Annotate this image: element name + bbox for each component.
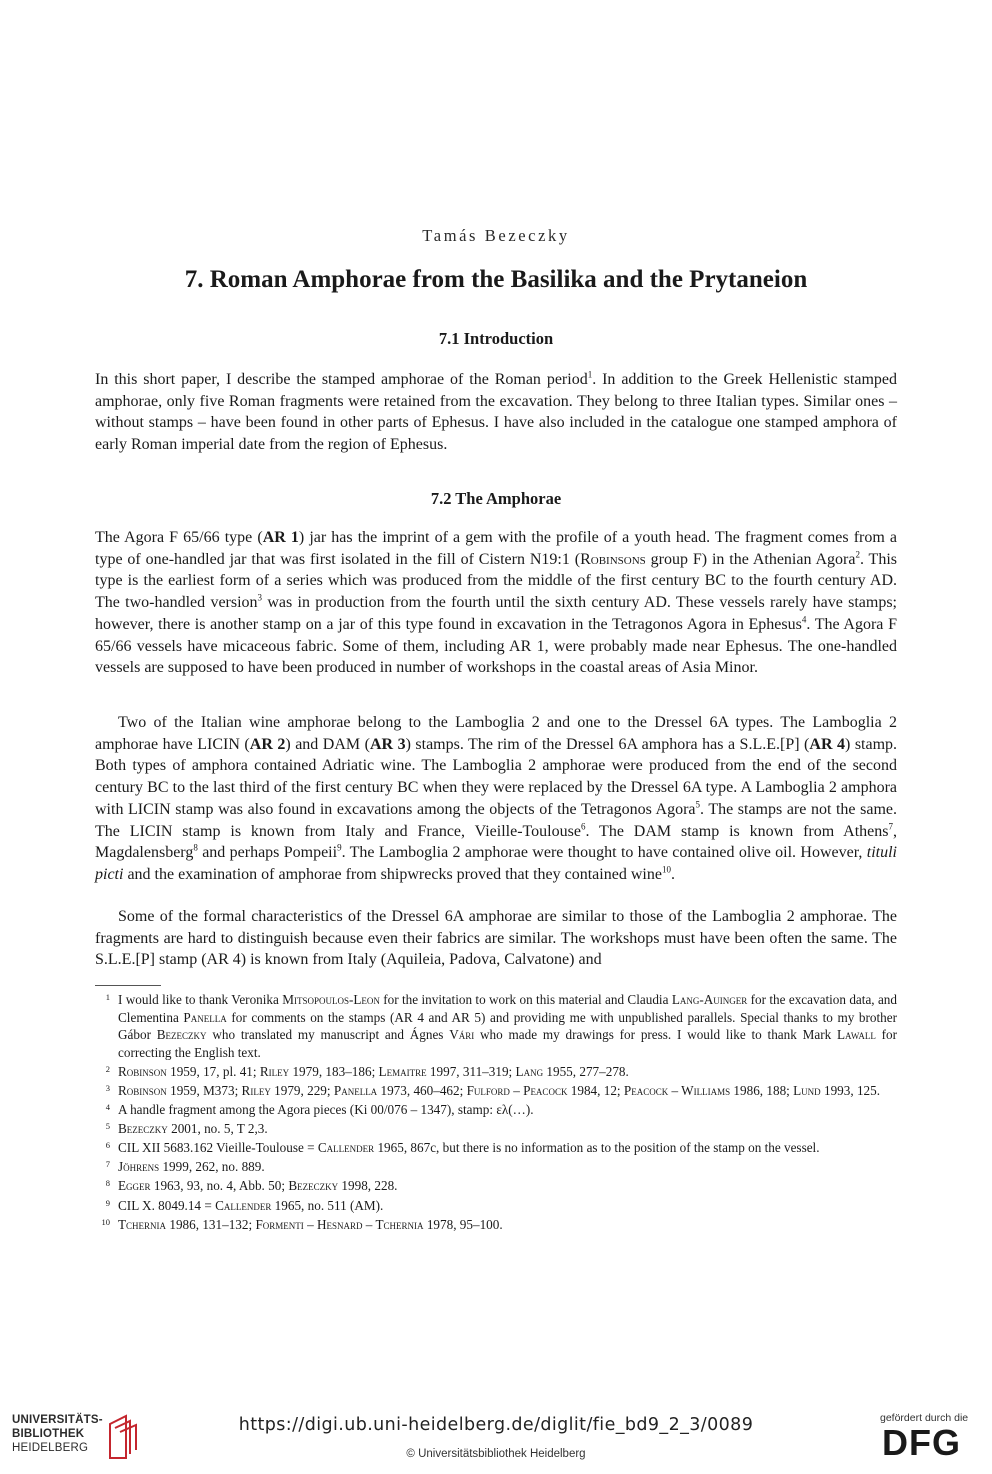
paragraph-agora-type: The Agora F 65/66 type (AR 1) jar has the imprint of a gem with the profile of a youth head. The fragment comes from a type of one-handled jar that was first isolated in the fill of Cistern N19:1 (Robinsons group F) in the Athenian Agora$^2$. This type is the earliest form of a series which was produced from the middle of the first century BC to the fourth century AD. The two-handled version$^3$ was in production from the fourth until the sixth century AD. These vessels rarely have stamps; however, there is another stamp on a jar of this type found in excavation in the Tetragonos Agora in Ephesus$^4$. The Agora F 65/66 vessels have micaceous fabric. Some of them, including AR 1, were probably made near Ephesus. The one-handled vessels are supposed to have been produced in number of workshops in the coastal areas of Asia Minor. [95, 529, 898, 677]
footnote-item: 8 Egger 1963, 93, no. 4, Abb. 50; Bezeczky 1998, 228. [95, 1177, 897, 1195]
dfg-logo[interactable]: DFG [882, 1422, 961, 1463]
section-heading-introduction: 7.1 Introduction [438, 329, 554, 348]
footnote-ref-2[interactable]: 2 [855, 549, 860, 560]
footnote-item: 10 Tchernia 1986, 131–132; Formenti – Hesnard – Tchernia 1978, 95–100. [95, 1216, 897, 1234]
section-heading-amphorae: 7.2 The Amphorae [430, 489, 562, 508]
ub-heidelberg-logo-text: UNIVERSITÄTS- BIBLIOTHEK HEIDELBERG [12, 1414, 103, 1454]
copyright-notice: © Universitätsbibliothek Heidelberg [406, 1448, 586, 1460]
footnote-number: 7 [105, 1159, 110, 1170]
paragraph-dressel-6a: Some of the formal characteristics of the Dressel 6A amphorae are similar to those of the Lamboglia 2 amphorae. The fragments are hard to distinguish because even their fabrics are similar. The workshops must have been often the same. The S.L.E.[P] stamp (AR 4) is known from Italy (Aquileia, Padova, Calvatone) and [95, 908, 897, 969]
footnote-number: 2 [105, 1063, 110, 1074]
footnote-number: 8 [105, 1178, 110, 1189]
footnote-number: 1 [105, 992, 110, 1002]
footnote-number: 5 [105, 1121, 110, 1132]
chapter-title: 7. Roman Amphorae from the Basilika and the Prytaneion [184, 266, 808, 293]
footnote-item: 6 CIL XII 5683.162 Vieille-Toulouse = Callender 1965, 867c, but there is no information as to the position of the stamp on the vessel. [95, 1139, 897, 1157]
footnote-ref-1[interactable]: 1 [587, 369, 593, 380]
footnote-number: 3 [105, 1082, 110, 1093]
footnote-divider [95, 985, 161, 986]
footnote-ref-7[interactable]: 7 [888, 821, 893, 832]
footnotes-list [95, 991, 897, 1235]
footnote-item: 4 A handle fragment among the Agora pieces (Ki 00/076 – 1347), stamp: ελ(…). [95, 1101, 897, 1119]
footnote-item: 9 CIL X. 8049.14 = Callender 1965, no. 511 (AM). [95, 1197, 897, 1215]
paragraph-introduction: In this short paper, I describe the stamped amphorae of the Roman period$^1$. In addition to the Greek Hellenistic stamped amphorae, only five Roman fragments were retained from the excavation. They belong to three Italian types. Similar ones – without stamps – have been found in other parts of Ephesus. I have also included in the catalogue one stamped amphora of early Roman imperial date from the region of Ephesus. [95, 369, 897, 454]
paragraph-italian-amphorae: Two of the Italian wine amphorae belong to the Lamboglia 2 and one to the Dressel 6A types. The Lamboglia 2 amphorae have LICIN (AR 2) and DAM (AR 3) stamps. The rim of the Dressel 6A amphora has a S.L.E.[P] (AR 4) stamp. Both types of amphora contained Adriatic wine. The Lamboglia 2 amphorae were produced from the end of the second century BC to the last third of the first century BC when they were replaced by the Dressel 6A type. A Lamboglia 2 amphora with LICIN stamp was also found in excavations among the objects of the Tetragonos Agora$^5$. The stamps are not the same. The LICIN stamp is known from Italy and France, Vieille-Toulouse$^6$. The DAM stamp is known from Athens$^7$, Magdalensberg$^8$ and perhaps Pompeii$^9$. The Lamboglia 2 amphorae were thought to have contained olive oil. However, tituli picti and the examination of amphorae from shipwrecks proved that they contained wine$^{10}$. [95, 714, 898, 883]
footnote-ref-3[interactable]: 3 [257, 592, 263, 603]
footnote-number: 4 [105, 1102, 110, 1113]
footnote-ref-6[interactable]: 6 [580, 821, 586, 832]
footnote-ref-9[interactable]: 9 [337, 842, 342, 853]
footnote-item: 3 Robinson 1959, M373; Riley 1979, 229; Panella 1973, 460–462; Fulford – Peacock 1984, 12; Peacock – Williams 1986, 188; Lund 1993, 125. [95, 1082, 897, 1100]
footnote-item: 1 I would like to thank Veronika Mitsopoulos-Leon for the invitation to work on this material and Claudia Lang-Auinger for the excavation data, and Clementina Panella for comments on the stamps (AR 4 and AR 5) and providing me with unpublished parallels. Special thanks to my brother Gábor Bezeczky who translated my manuscript and Ágnes Vári who made my drawings for press. I would like to thank Mark Lawall for correcting the English text. [95, 991, 897, 1061]
permalink-url[interactable]: https://digi.ub.uni-heidelberg.de/diglit/fie_bd9_2_3/0089 [238, 1415, 754, 1435]
footnote-item: 7 Jöhrens 1999, 262, no. 889. [95, 1158, 897, 1176]
author-name: Tamás Bezeczky [422, 226, 570, 245]
funding-note: gefördert durch die [880, 1412, 969, 1424]
footnote-number: 6 [105, 1140, 110, 1151]
footnote-ref-10[interactable]: 10 [661, 864, 671, 875]
footnote-number: 9 [105, 1197, 110, 1208]
footnote-ref-4[interactable]: 4 [801, 614, 807, 625]
footnote-item: 2 Robinson 1959, 17, pl. 41; Riley 1979, 183–186; Lemaitre 1997, 311–319; Lang 1955, 277–278. [95, 1063, 897, 1081]
footnote-number: 10 [101, 1216, 110, 1227]
footnote-ref-8[interactable]: 8 [193, 842, 198, 853]
footnote-ref-5[interactable]: 5 [695, 799, 701, 810]
page-footer [0, 1395, 992, 1474]
footnote-item: 5 Bezeczky 2001, no. 5, T 2,3. [95, 1120, 897, 1138]
